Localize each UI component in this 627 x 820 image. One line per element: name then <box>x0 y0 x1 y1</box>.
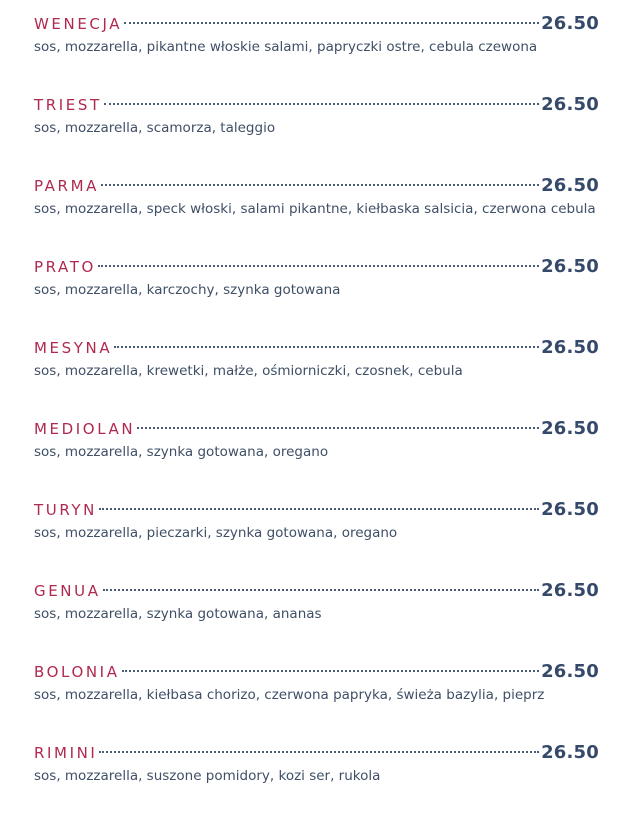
menu-item-header <box>34 415 599 443</box>
menu-item-name: TURYN <box>34 501 97 519</box>
menu-item-rimini <box>34 739 599 820</box>
menu-item-description: sos, mozzarella, pikantne włoskie salami, papryczki ostre, cebula czewona <box>34 39 538 55</box>
menu-item-name: TRIEST <box>34 96 102 114</box>
menu-item-name: PRATO <box>34 258 96 276</box>
menu-item-description: sos, mozzarella, suszone pomidory, kozi ser, rukola <box>34 768 381 784</box>
menu-item-name: MESYNA <box>34 339 113 357</box>
menu-item-parma <box>34 172 599 253</box>
dotted-leader <box>99 508 539 510</box>
menu-item-description: sos, mozzarella, karczochy, szynka gotowana <box>34 282 341 298</box>
dotted-leader <box>103 589 540 591</box>
menu-item-price: 26.50 <box>541 661 599 682</box>
menu-item-price: 26.50 <box>541 256 599 277</box>
menu-item-name: MEDIOLAN <box>34 420 136 438</box>
menu-item-genua <box>34 577 599 658</box>
menu-item-triest <box>34 91 599 172</box>
menu-item-bolonia <box>34 658 599 739</box>
menu-item-turyn <box>34 496 599 577</box>
menu-item-header <box>34 658 599 686</box>
dotted-leader <box>122 670 539 672</box>
menu-item-description: sos, mozzarella, krewetki, małże, ośmiorniczki, czosnek, cebula <box>34 363 463 379</box>
dotted-leader <box>114 346 539 348</box>
menu-item-price: 26.50 <box>541 175 599 196</box>
dotted-leader <box>124 22 539 24</box>
dotted-leader <box>101 184 539 186</box>
menu-item-name: PARMA <box>34 177 99 195</box>
menu-item-mesyna <box>34 334 599 415</box>
menu-item-description: sos, mozzarella, kiełbasa chorizo, czerwona papryka, świeża bazylia, pieprz <box>34 687 545 703</box>
menu-item-price: 26.50 <box>541 418 599 439</box>
menu-item-wenecja <box>34 10 599 91</box>
menu-item-header <box>34 253 599 281</box>
menu-item-header <box>34 739 599 767</box>
dotted-leader <box>99 751 539 753</box>
menu-item-header <box>34 172 599 200</box>
menu-item-description: sos, mozzarella, scamorza, taleggio <box>34 120 276 136</box>
pizza-menu-list <box>34 10 599 820</box>
dotted-leader <box>137 427 539 429</box>
menu-item-price: 26.50 <box>541 499 599 520</box>
menu-item-description: sos, mozzarella, szynka gotowana, oregano <box>34 444 329 460</box>
menu-item-name: GENUA <box>34 582 101 600</box>
menu-item-price: 26.50 <box>541 13 599 34</box>
menu-item-description: sos, mozzarella, pieczarki, szynka gotowana, oregano <box>34 525 398 541</box>
menu-item-mediolan <box>34 415 599 496</box>
menu-item-price: 26.50 <box>541 580 599 601</box>
menu-item-header <box>34 334 599 362</box>
menu-item-description: sos, mozzarella, speck włoski, salami pikantne, kiełbaska salsicia, czerwona cebula <box>34 201 596 217</box>
menu-item-price: 26.50 <box>541 742 599 763</box>
menu-item-header <box>34 577 599 605</box>
menu-item-name: RIMINI <box>34 744 98 762</box>
menu-item-header <box>34 91 599 119</box>
dotted-leader <box>104 103 539 105</box>
menu-item-price: 26.50 <box>541 94 599 115</box>
menu-item-description: sos, mozzarella, szynka gotowana, ananas <box>34 606 322 622</box>
menu-item-prato <box>34 253 599 334</box>
dotted-leader <box>98 265 539 267</box>
menu-item-name: WENECJA <box>34 15 123 33</box>
menu-item-name: BOLONIA <box>34 663 120 681</box>
menu-item-price: 26.50 <box>541 337 599 358</box>
menu-item-header <box>34 10 599 38</box>
menu-item-header <box>34 496 599 524</box>
